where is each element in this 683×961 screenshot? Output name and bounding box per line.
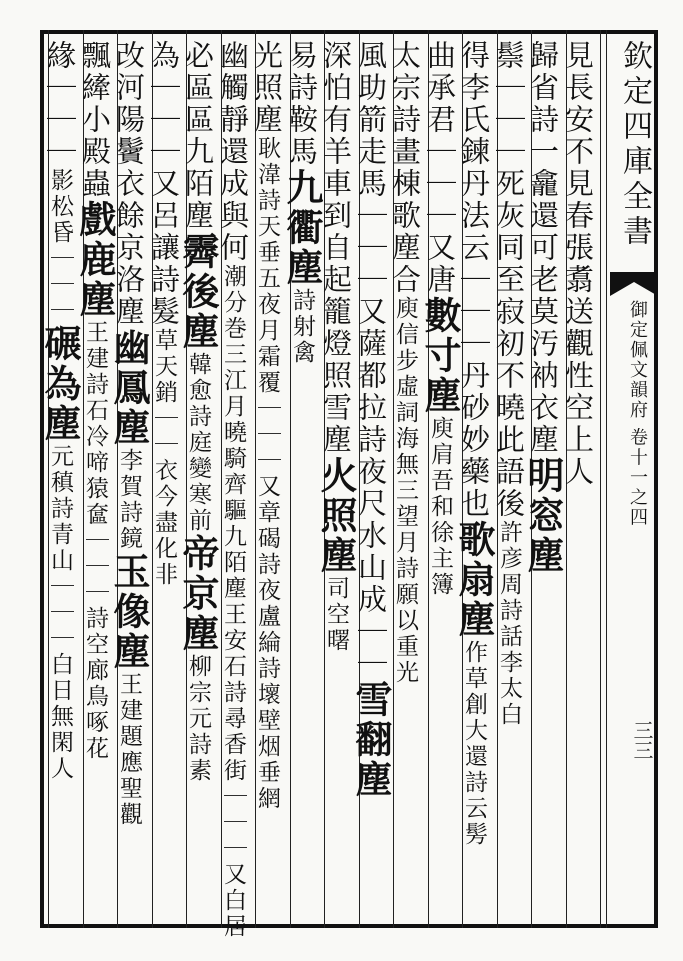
annotation-text: 望月詩願以重光 <box>392 504 418 686</box>
body-text: 深怕有羊車到自起籠燈照雪塵 <box>319 40 353 456</box>
text-column <box>280 40 324 920</box>
body-text: 歸省詩一龕還可老莫汚衲衣塵 <box>526 40 560 456</box>
body-text: 易詩鞍馬 <box>285 40 319 168</box>
annotation-text: 衣今盡化非 <box>151 458 177 588</box>
body-text: 緣｜｜｜ <box>43 40 77 168</box>
annotation-text: 香街｜｜｜又白居 <box>220 732 246 940</box>
annotation-text: ｜白日無閑人 <box>47 626 73 782</box>
body-text: 幽觸靜還成與何 <box>216 40 250 264</box>
body-text: 尺水山成｜｜ <box>354 488 388 680</box>
body-text: 必區區九陌塵 <box>181 40 215 232</box>
entry-headword: 玉像塵 <box>107 552 151 672</box>
body-text: 改河陽鬢衣餘京洛塵 <box>112 40 146 328</box>
annotation-text: 盧綸詩壞壁烟垂網 <box>254 604 280 812</box>
annotation-text: 李賀詩鏡 <box>116 448 142 552</box>
annotation-text: 耿湋詩天垂五夜月霜覆｜｜｜又章碣詩夜 <box>254 136 280 604</box>
body-text: 風助箭走馬｜｜｜又薩都拉詩夜 <box>354 40 388 488</box>
entry-headword: 戲鹿塵 <box>73 200 117 320</box>
entry-headword: 帝京塵 <box>176 534 220 654</box>
text-column <box>107 40 151 920</box>
body-text: 為｜｜｜又呂讓詩髮 <box>147 40 181 328</box>
entry-headword: 明窓塵 <box>521 456 565 576</box>
body-text: 曲承君｜｜｜又唐 <box>423 40 457 296</box>
text-column <box>250 40 289 920</box>
annotation-text: 作草創大還詩云髣 <box>461 640 487 848</box>
entry-headword: 九衢塵 <box>280 168 324 288</box>
annotation-text: 草天銷｜｜ <box>151 328 177 458</box>
annotation-text: 庾信步虛詞海無三 <box>392 296 418 504</box>
entry-headword: 數寸塵 <box>418 296 462 416</box>
annotation-text: 庾肩吾和徐主簿 <box>427 416 453 598</box>
annotation-text: 柳宗元詩素 <box>185 654 211 784</box>
entry-headword: 霽後塵 <box>176 232 220 352</box>
text-column <box>349 40 393 920</box>
text-column <box>216 40 255 940</box>
text-column <box>388 40 427 920</box>
body-text: 鬃｜｜｜死灰同至寂初不曉此語後 <box>492 40 526 520</box>
body-text: 太宗詩畫棟歌塵合 <box>388 40 422 296</box>
text-column <box>492 40 531 920</box>
body-text: 飄縴小殿蟲 <box>78 40 112 200</box>
annotation-text: 王建詩石冷啼猿 <box>82 320 108 502</box>
margin-rule <box>606 30 607 928</box>
text-column <box>561 40 600 920</box>
column-rule <box>600 30 601 928</box>
entry-headword: 火照塵 <box>314 456 358 576</box>
annotation-text: 韓愈詩庭變寒前 <box>185 352 211 534</box>
fish-tail-icon <box>610 272 658 296</box>
margin-title: 欽定四庫全書 <box>617 40 652 250</box>
body-text: 見長安不見春張翥送觀性空上人 <box>561 40 595 488</box>
text-column <box>521 40 565 920</box>
annotation-text: 奩｜｜｜ <box>82 502 108 606</box>
text-column <box>176 40 220 920</box>
entry-headword: 碾為塵 <box>38 324 82 444</box>
annotation-text: 詩射禽 <box>289 288 315 366</box>
annotation-text: 許彦周詩話李太白 <box>496 520 522 728</box>
text-column <box>38 40 82 920</box>
text-column <box>314 40 358 920</box>
annotation-text: 王建題應聖觀 <box>116 672 142 828</box>
page-number: 三三 <box>630 720 654 760</box>
annotation-text: 影松昏｜｜｜ <box>47 168 73 324</box>
text-column <box>147 40 186 920</box>
body-text: 得李氏鍊丹法云｜｜｜丹砂妙藥也 <box>457 40 491 520</box>
margin-subtitle: 御定佩文韻府 卷十一之四 <box>627 300 648 528</box>
annotation-text: 元稹詩青山｜｜ <box>47 444 73 626</box>
annotation-text: 詩空廊鳥啄花 <box>82 606 108 762</box>
body-text: 光照塵 <box>250 40 284 136</box>
entry-headword: 雪翻塵 <box>349 680 393 800</box>
text-column <box>418 40 462 920</box>
annotation-text: 潮分巻三江月曉騎齊驅九陌塵王安石詩尋 <box>220 264 246 732</box>
annotation-text: 司空曙 <box>323 576 349 654</box>
entry-headword: 幽鳳塵 <box>107 328 151 448</box>
entry-headword: 歌扇塵 <box>452 520 496 640</box>
text-column <box>73 40 117 920</box>
text-column <box>452 40 496 920</box>
